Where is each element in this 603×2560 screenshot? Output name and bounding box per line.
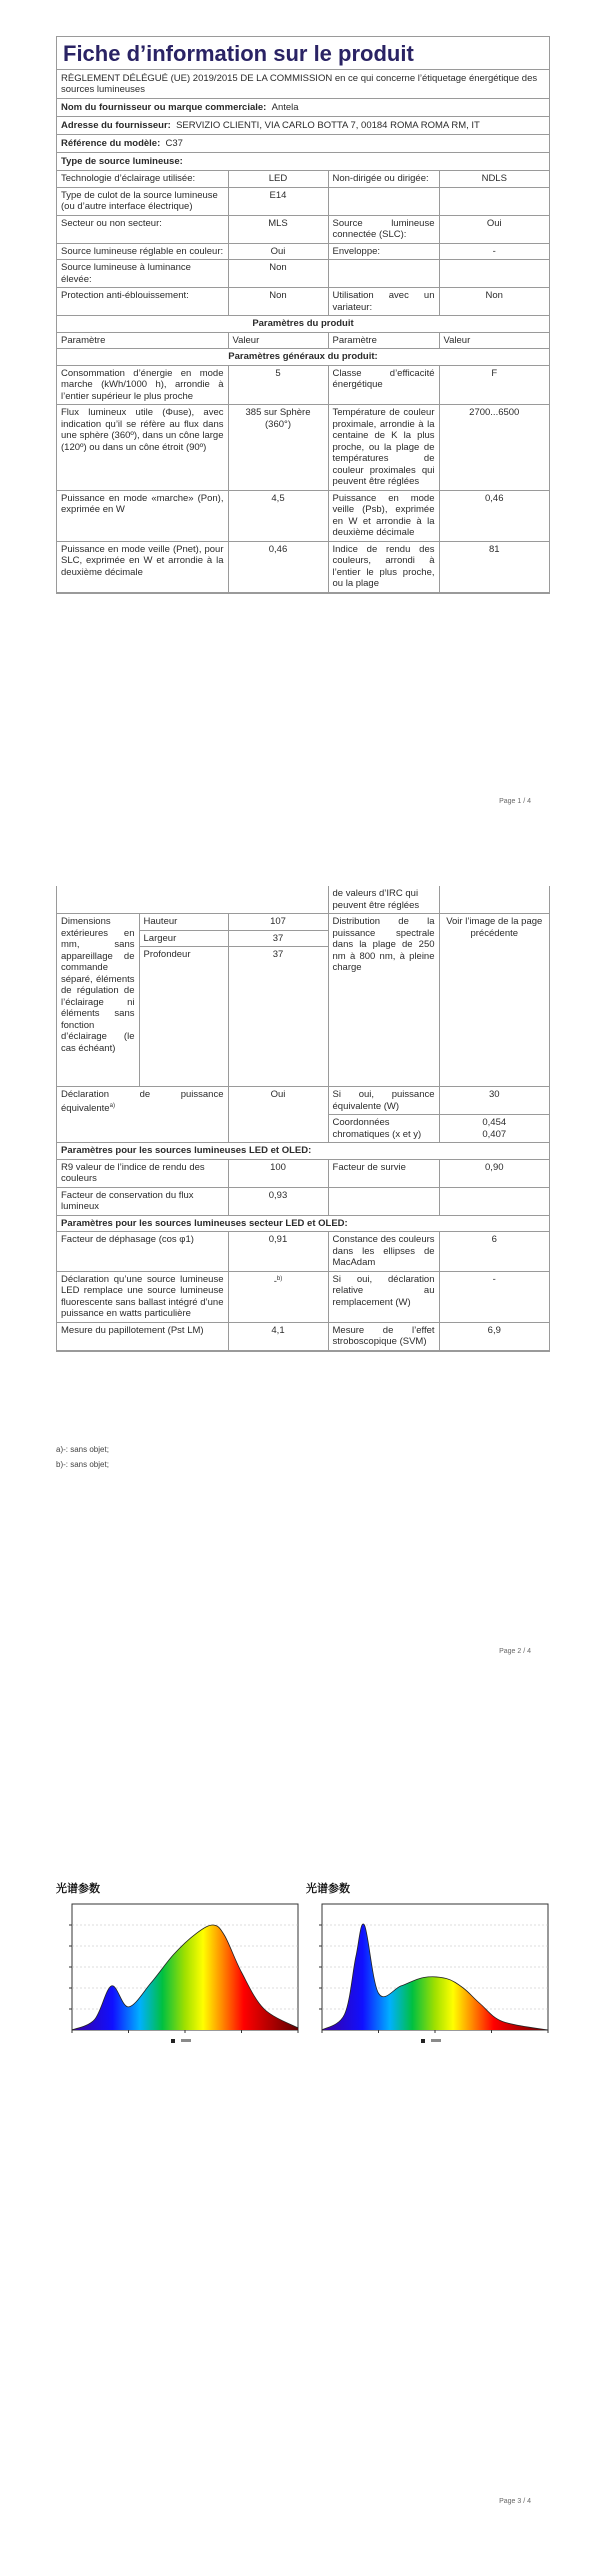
table-row: [57, 260, 549, 288]
table-row: [57, 215, 549, 243]
address-value: SERVIZIO CLIENTI, VIA CARLO BOTTA 7, 00184 ROMA ROMA RM, IT: [176, 120, 480, 131]
param-label: Source lumineuse à luminance élevée:: [57, 260, 228, 288]
param-value: [439, 187, 549, 215]
spectrum-plot: [56, 1898, 302, 2048]
address-row: [57, 117, 549, 135]
column-header: Valeur: [228, 332, 328, 349]
param-label: Puissance en mode «marche» (Pon), exprimée en W: [57, 490, 228, 541]
product-info-sheet-continued: [56, 886, 550, 1352]
param-value: -: [439, 1271, 549, 1322]
address-label: Adresse du fournisseur:: [61, 120, 171, 131]
table-row: [57, 541, 549, 592]
section-heading: Paramètres du produit: [57, 316, 549, 333]
param-label: Consommation d’énergie en mode marche (kWh/1000 h), arrondie à l’entier supérieur le plus proche: [57, 365, 228, 405]
param-label: Non-dirigée ou dirigée:: [328, 171, 439, 187]
spd-value: Voir l’image de la page précédente: [439, 914, 549, 1087]
footnote-marker: a): [109, 1102, 115, 1109]
param-label: de valeurs d’IRC qui peuvent être réglées: [328, 886, 439, 914]
param-value: -: [439, 243, 549, 260]
supplier-label: Nom du fournisseur ou marque commerciale:: [61, 102, 267, 113]
param-value: [439, 1187, 549, 1215]
param-label: Source lumineuse réglable en couleur:: [57, 243, 228, 260]
param-value: Non: [228, 260, 328, 288]
table-row: [57, 405, 549, 491]
param-value: 0,91: [228, 1232, 328, 1272]
model-row: [57, 135, 549, 153]
param-label: [328, 260, 439, 288]
param-label: Constance des couleurs dans les ellipses de MacAdam: [328, 1232, 439, 1272]
spectrum-chart-1: [56, 1880, 302, 2048]
param-value: NDLS: [439, 171, 549, 187]
param-label: Facteur de déphasage (cos φ1): [57, 1232, 228, 1272]
table-row: [57, 1087, 549, 1115]
param-value: 81: [439, 541, 549, 592]
param-value: 6,9: [439, 1322, 549, 1350]
table-row: [57, 171, 549, 187]
param-label: Facteur de survie: [328, 1159, 439, 1187]
dimension-name: Hauteur: [139, 914, 228, 931]
param-label: Utilisation avec un variateur:: [328, 288, 439, 316]
table-row: [57, 365, 549, 405]
param-label: Déclaration de puissance équivalente$^{a)}$: [57, 1087, 228, 1143]
spectrum-plot: [306, 1898, 552, 2048]
dimensions-row: [57, 914, 549, 931]
param-label: Mesure du papillotement (Pst LM): [57, 1322, 228, 1350]
param-value: F: [439, 365, 549, 405]
param-value: E14: [228, 187, 328, 215]
table-row: [57, 1271, 549, 1322]
param-value: MLS: [228, 215, 328, 243]
page-number: Page 1 / 4: [499, 798, 531, 805]
dimension-name: Largeur: [139, 930, 228, 947]
page-number: Page 2 / 4: [499, 1648, 531, 1655]
param-label: Technologie d’éclairage utilisée:: [57, 171, 228, 187]
param-value: 100: [228, 1159, 328, 1187]
param-value: 0,46: [228, 541, 328, 592]
table-row: [57, 490, 549, 541]
param-value: LED: [228, 171, 328, 187]
param-label: Enveloppe:: [328, 243, 439, 260]
param-value: 5: [228, 365, 328, 405]
model-label: Référence du modèle:: [61, 138, 161, 149]
spd-label: Distribution de la puissance spectrale dans la plage de 250 nm à 800 nm, à pleine charge: [328, 914, 439, 1087]
param-label: Facteur de conservation du flux lumineux: [57, 1187, 228, 1215]
param-value: [439, 1115, 549, 1143]
legend-swatch: [171, 2039, 175, 2043]
dimension-name: Profondeur: [139, 947, 228, 1087]
table-row: [57, 1159, 549, 1187]
param-label: Déclaration qu’une source lumineuse LED remplace une source lumineuse fluorescente sans ballast intégré d’une puissance en watts particulière: [57, 1271, 228, 1322]
table-row: [57, 243, 549, 260]
param-label: Source lumineuse connectée (SLC):: [328, 215, 439, 243]
param-label: Protection anti-éblouissement:: [57, 288, 228, 316]
param-label: Indice de rendu des couleurs, arrondi à l’entier le plus proche, ou la plage: [328, 541, 439, 592]
param-label: Type de culot de la source lumineuse (ou d’autre interface électrique): [57, 187, 228, 215]
section-heading: Paramètres généraux du produit:: [57, 349, 549, 366]
param-value: Oui: [228, 1087, 328, 1143]
chart-label: 光谱参数: [306, 1883, 350, 1895]
legend-swatch: [181, 2039, 191, 2042]
params-table-continued: [57, 886, 549, 1351]
column-header: Valeur: [439, 332, 549, 349]
light-source-type-table: [57, 171, 549, 593]
page-2: [0, 850, 603, 1730]
column-header: Paramètre: [57, 332, 228, 349]
param-label: R9 valeur de l’indice de rendu des couleurs: [57, 1159, 228, 1187]
type-heading: Type de source lumineuse:: [57, 153, 549, 171]
param-value: 0,46: [439, 490, 549, 541]
chart-label: 光谱参数: [56, 1883, 100, 1895]
param-label: [328, 1187, 439, 1215]
param-value: Non: [228, 288, 328, 316]
table-row: [57, 1322, 549, 1350]
param-label: Secteur ou non secteur:: [57, 215, 228, 243]
param-value: Oui: [439, 215, 549, 243]
dimension-value: 37: [228, 930, 328, 947]
param-value: 2700...6500: [439, 405, 549, 491]
param-value: -$^{b)}$: [228, 1271, 328, 1322]
param-label: [328, 187, 439, 215]
supplier-value: Antela: [271, 102, 299, 113]
page-1: [0, 0, 603, 850]
supplier-row: [57, 99, 549, 117]
regulation-text: RÈGLEMENT DÉLÉGUÉ (UE) 2019/2015 DE LA COMMISSION en ce qui concerne l’étiquetage énergétique des sources lumineuses: [57, 70, 549, 99]
section-heading: Paramètres pour les sources lumineuses LED et OLED:: [57, 1143, 549, 1160]
param-label: Coordonnées chromatiques (x et y): [328, 1115, 439, 1143]
param-value: 30: [439, 1087, 549, 1115]
param-value: [439, 260, 549, 288]
footnote-a: a)-: sans objet;: [56, 1445, 109, 1454]
page-number: Page 3 / 4: [499, 2498, 531, 2505]
product-info-sheet: [56, 36, 550, 594]
param-label: Si oui, déclaration relative au remplacement (W): [328, 1271, 439, 1322]
page-title: Fiche d’information sur le produit: [57, 37, 549, 70]
table-row: [57, 1232, 549, 1272]
param-value: 0,93: [228, 1187, 328, 1215]
param-label: Puissance en mode veille (Psb), exprimée en W et arrondie à la deuxième décimale: [328, 490, 439, 541]
param-value: 385 sur Sphère (360°): [228, 405, 328, 491]
param-value: 4,5: [228, 490, 328, 541]
table-row: [57, 187, 549, 215]
footnote-b: b)-: sans objet;: [56, 1460, 109, 1469]
model-value: C37: [165, 138, 183, 149]
page-3: [0, 1730, 603, 2560]
param-value: Oui: [228, 243, 328, 260]
legend-swatch: [421, 2039, 425, 2043]
param-label: Classe d’efficacité énergétique: [328, 365, 439, 405]
param-label: Flux lumineux utile (Φuse), avec indication qu’il se réfère au flux dans une sphère (360º), dans un cône large (120º) ou dans un cône étroit (90º): [57, 405, 228, 491]
column-header: Paramètre: [328, 332, 439, 349]
footnotes: [56, 1442, 109, 1472]
footnote-marker: b): [276, 1275, 283, 1282]
spectrum-chart-2: [306, 1880, 552, 2048]
param-label: Mesure de l’effet stroboscopique (SVM): [328, 1322, 439, 1350]
param-value: 0,90: [439, 1159, 549, 1187]
section-heading: Paramètres pour les sources lumineuses secteur LED et OLED:: [57, 1215, 549, 1232]
column-headers: [57, 332, 549, 349]
chromatic-y: 0,407: [482, 1128, 507, 1140]
dimension-value: 107: [228, 914, 328, 931]
param-label: Si oui, puissance équivalente (W): [328, 1087, 439, 1115]
param-label: Puissance en mode veille (Pnet), pour SLC, exprimée en W et arrondie à la deuxième décimale: [57, 541, 228, 592]
legend-swatch: [431, 2039, 441, 2042]
chromatic-x: 0,454: [482, 1117, 507, 1128]
param-value: 4,1: [228, 1322, 328, 1350]
param-value: Non: [439, 288, 549, 316]
dimensions-label: Dimensions extérieures en mm, sans appareillage de commande séparé, éléments de régulation de l’éclairage ni éléments sans fonction d’éclairage (le cas échéant): [57, 914, 139, 1087]
param-value: 6: [439, 1232, 549, 1272]
table-row: [57, 288, 549, 316]
dimension-value: 37: [228, 947, 328, 1087]
table-row: [57, 1187, 549, 1215]
table-row: [57, 886, 549, 914]
param-label: Température de couleur proximale, arrondie à la centaine de K la plus proche, ou la plage de températures de couleur proximales qui peuvent être réglées: [328, 405, 439, 491]
